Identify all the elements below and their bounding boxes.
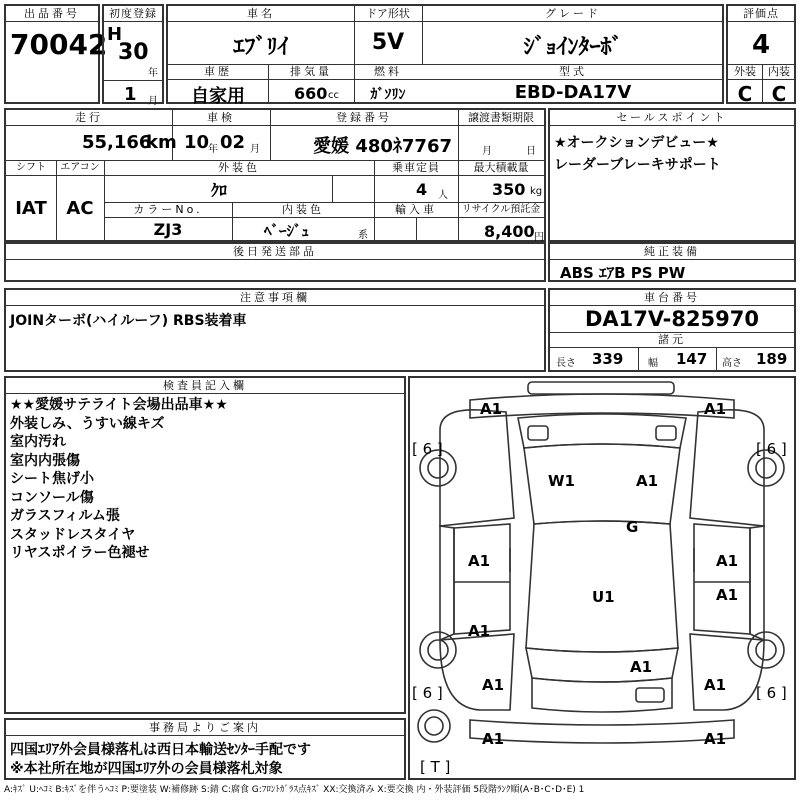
ext-label: 外装 — [728, 64, 762, 80]
car-name-label: 車名 — [168, 6, 354, 22]
width: 147 — [676, 350, 708, 368]
office-label: 事務局よりご案内 — [6, 720, 404, 736]
legend: A:ｷｽﾞ U:ﾍｺﾐ B:ｷｽﾞを伴うﾍｺﾐ P:要塗装 W:補修跡 S:錆 C:腐食 G:ﾌﾛﾝﾄｶﾞﾗｽ点ｷｽﾞ XX:交換済み X:要交換 内・外装評価 5段階ﾗﾝｸ順(A･B･C･D･E) 1 — [4, 785, 585, 795]
recycle-unit: 円 — [534, 232, 544, 243]
equipment-label: 純正装備 — [550, 244, 794, 260]
sales-line: ★オークションデビュー★ — [554, 135, 719, 151]
office-box — [4, 718, 406, 780]
inspector-line: ガラスフィルム張 — [10, 508, 120, 524]
damage-mark: A1 — [704, 400, 727, 418]
lot-label: 出品番号 — [6, 6, 98, 22]
transfer-month-unit: 月 — [482, 146, 492, 157]
inspect-month-unit: 月 — [250, 144, 260, 155]
inspector-line: ★★愛媛サテライト会場出品車★★ — [10, 397, 228, 413]
damage-mark: A1 — [482, 676, 505, 694]
exterior-color: ｸﾛ — [210, 181, 227, 200]
ac: AC — [66, 198, 94, 219]
inspect-year-unit: 年 — [208, 144, 218, 155]
shift: IAT — [15, 198, 47, 219]
load-label: 最大積載量 — [458, 160, 544, 176]
lot-number: 70042 — [10, 28, 108, 61]
dims-label: 諸元 — [550, 332, 794, 348]
inspector-box — [4, 376, 406, 714]
ac-label: エアコン — [56, 160, 104, 176]
mileage-unit: km — [146, 132, 177, 153]
length: 339 — [592, 350, 624, 368]
inspector-line: コンソール傷 — [10, 489, 94, 506]
first-reg-label: 初度登録 — [104, 6, 162, 22]
inspector-line: 外装しみ、うすい線キズ — [10, 415, 165, 432]
capacity-unit: 人 — [438, 190, 448, 201]
damage-mark: A1 — [468, 552, 491, 570]
damage-mark: A1 — [630, 658, 653, 676]
chassis-number: DA17V-825970 — [584, 307, 760, 331]
capacity: 4 — [416, 180, 428, 199]
damage-mark: A1 — [716, 552, 739, 570]
recycle-fee: 8,400 — [484, 222, 535, 241]
int-grade: C — [771, 82, 787, 106]
sales-line: レーダーブレーキサポート — [554, 157, 721, 173]
mileage: 55,166 — [82, 132, 152, 153]
inspector-line: 室内汚れ — [10, 434, 66, 450]
width-label: 幅 — [648, 358, 658, 369]
max-load: 350 — [492, 180, 526, 199]
car-box — [166, 4, 724, 107]
inspector-label: 検査員記入欄 — [6, 378, 404, 394]
capacity-label: 乗車定員 — [374, 160, 458, 176]
sales-box — [548, 108, 796, 242]
parts-box — [4, 242, 546, 282]
inspector-lines — [10, 396, 228, 563]
inspector-line: スタッドレスタイヤ — [10, 526, 136, 543]
parts-label: 後日発送部品 — [6, 244, 544, 260]
spec-box — [4, 108, 546, 242]
inspector-line: シート焦げ小 — [10, 471, 94, 487]
interior-label: 内装色 — [232, 202, 374, 218]
disp-unit: cc — [328, 90, 339, 101]
tire-rear-right: [ 6 ] — [756, 684, 787, 702]
chassis-box — [548, 288, 796, 372]
damage-mark: G — [626, 518, 639, 536]
grade: ｼﾞｮｲﾝﾀｰﾎﾞ — [523, 35, 623, 60]
first-reg-box — [102, 4, 164, 107]
transfer-day-unit: 日 — [526, 146, 536, 157]
year-unit: 年 — [148, 68, 158, 79]
inspector-line: 室内内張傷 — [10, 452, 80, 469]
equipment-box — [548, 242, 796, 282]
recycle-label: リサイクル預託金 — [458, 202, 544, 218]
car-outline-diagram — [410, 378, 794, 778]
displacement: 660 — [294, 84, 328, 103]
ext-grade: C — [737, 82, 753, 106]
length-label: 長さ — [556, 358, 576, 369]
inspect-year: 10 — [184, 132, 210, 153]
office-line: 四国ｴﾘｱ外会員様落札は西日本輸送ｾﾝﾀｰ手配です — [10, 742, 311, 758]
color-label: 外装色 — [104, 160, 374, 176]
sales-label: セールスポイント — [550, 110, 794, 126]
inspect-label: 車検 — [172, 110, 270, 126]
history-label: 車歴 — [168, 64, 268, 80]
damage-diagram — [408, 376, 796, 780]
tire-front-right: [ 6 ] — [756, 440, 787, 458]
month-unit: 月 — [148, 96, 158, 107]
door-type: 5V — [371, 30, 405, 55]
score: 4 — [751, 30, 771, 60]
notes: JOINターボ(ハイルーフ) RBS装着車 — [10, 313, 247, 329]
damage-mark: A1 — [704, 730, 727, 748]
damage-mark: A1 — [468, 622, 491, 640]
height-label: 高さ — [722, 358, 742, 369]
load-unit: kg — [530, 186, 543, 197]
model: EBD-DA17V — [514, 82, 632, 103]
notes-label: 注意事項欄 — [6, 290, 544, 306]
chassis-label: 車台番号 — [550, 290, 794, 306]
damage-mark: W1 — [548, 472, 575, 490]
equipment: ABS ｴｱB PS PW — [560, 264, 686, 282]
score-label: 評価点 — [728, 6, 794, 22]
damage-mark: U1 — [592, 588, 615, 606]
era: H — [107, 24, 123, 45]
color-no-label: カラーNo. — [104, 202, 232, 218]
grade-label: グレード — [422, 6, 724, 22]
color-no: ZJ3 — [153, 220, 183, 239]
door-label: ドア形状 — [354, 6, 422, 22]
damage-mark: A1 — [636, 472, 659, 490]
plate: 愛媛 480ﾈ7767 — [313, 136, 452, 157]
year: 30 — [118, 40, 149, 65]
notes-box — [4, 288, 546, 372]
damage-mark: A1 — [482, 730, 505, 748]
fuel: ｶﾞｿﾘﾝ — [370, 87, 406, 103]
car-name: ｴﾌﾞﾘｲ — [233, 35, 289, 60]
int-label: 内装 — [762, 64, 796, 80]
month: 1 — [124, 84, 137, 105]
import-label: 輸入車 — [374, 202, 458, 218]
tire-rear-left: [ 6 ] — [412, 684, 443, 702]
inspector-line: リヤスポイラー色褪せ — [10, 545, 150, 561]
tire-front-left: [ 6 ] — [412, 440, 443, 458]
model-label: 型式 — [422, 64, 724, 80]
shift-label: シフト — [6, 160, 56, 176]
disp-label: 排気量 — [268, 64, 354, 80]
fuel-label: 燃料 — [354, 64, 422, 80]
plate-label: 登録番号 — [270, 110, 458, 126]
mileage-label: 走行 — [6, 110, 172, 126]
lot-box — [4, 4, 108, 104]
interior-color: ﾍﾞｰｼﾞｭ — [264, 222, 310, 240]
damage-mark: A1 — [704, 676, 727, 694]
height: 189 — [756, 350, 788, 368]
spare-tire: [ T ] — [420, 758, 451, 776]
damage-mark: A1 — [480, 400, 503, 418]
history: 自家用 — [191, 86, 245, 107]
inspect-month: 02 — [220, 132, 246, 153]
interior-unit: 系 — [358, 230, 368, 241]
score-box — [726, 4, 796, 104]
transfer-label: 譲渡書類期限 — [458, 110, 544, 126]
damage-mark: A1 — [716, 586, 739, 604]
office-line: ※本社所在地が四国ｴﾘｱ外の会員様落札対象 — [10, 761, 283, 777]
